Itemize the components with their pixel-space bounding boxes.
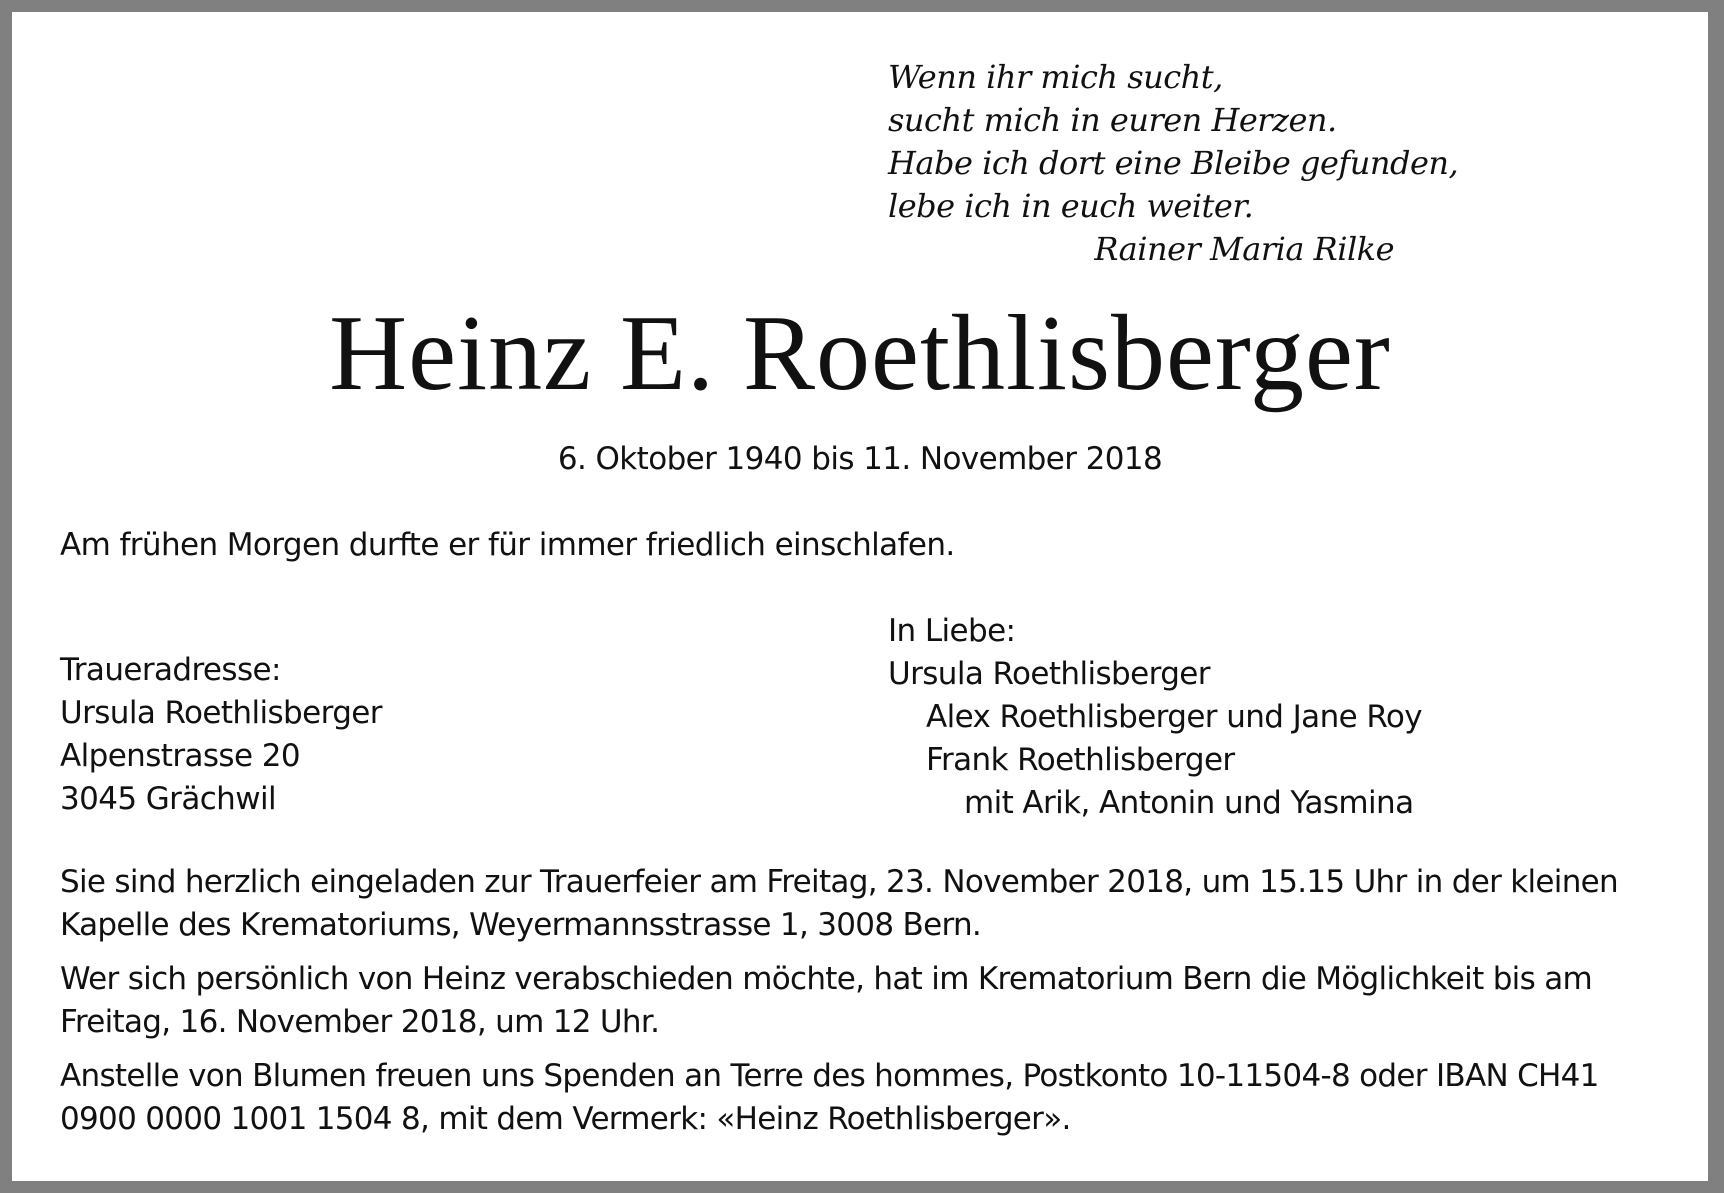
- donation-info: Anstelle von Blumen freuen uns Spenden an Terre des hommes, Postkonto 10-11504-8 oder IBAN CH41 0900 0000 1001 1504 8, mit dem Vermerk: «Heinz Roethlisberger».: [60, 1058, 1599, 1137]
- mourner-line: Ursula Roethlisberger: [888, 656, 1210, 692]
- mourner-line: mit Arik, Antonin und Yasmina: [964, 785, 1414, 821]
- funeral-invitation: Sie sind herzlich eingeladen zur Trauerfeier am Freitag, 23. November 2018, um 15.15 Uhr in der kleinen Kapelle des Krematoriums, Weyermannsstrasse 1, 3008 Bern.: [60, 864, 1618, 943]
- poem-line: lebe ich in euch weiter.: [888, 187, 1254, 225]
- obituary-page: [12, 12, 1708, 1181]
- poem-author: Rainer Maria Rilke: [1094, 230, 1394, 268]
- mourners-list: [888, 610, 1422, 825]
- notice-paragraphs: [60, 861, 1670, 1152]
- address-line: Alpenstrasse 20: [60, 738, 300, 774]
- address-line: 3045 Grächwil: [60, 781, 276, 817]
- mourning-address: [60, 649, 382, 821]
- life-dates: 6. Oktober 1940 bis 11. November 2018: [557, 441, 1163, 477]
- poem-line: Habe ich dort eine Bleibe gefunden,: [888, 144, 1459, 182]
- deceased-name: Heinz E. Roethlisberger: [329, 294, 1391, 413]
- address-line: Ursula Roethlisberger: [60, 695, 382, 731]
- poem-quote: [888, 56, 1459, 271]
- mourner-line: Alex Roethlisberger und Jane Roy: [926, 699, 1423, 735]
- mourners-heading: In Liebe:: [888, 613, 1016, 649]
- mourner-line: Frank Roethlisberger: [926, 742, 1235, 778]
- poem-line: sucht mich in euren Herzen.: [888, 101, 1337, 139]
- intro-text: Am frühen Morgen durfte er für immer friedlich einschlafen.: [60, 527, 955, 563]
- farewell-info: Wer sich persönlich von Heinz verabschieden möchte, hat im Krematorium Bern die Möglichkeit bis am Freitag, 16. November 2018, um 12 Uhr.: [60, 961, 1592, 1040]
- address-heading: Traueradresse:: [60, 652, 281, 688]
- poem-line: Wenn ihr mich sucht,: [888, 58, 1223, 96]
